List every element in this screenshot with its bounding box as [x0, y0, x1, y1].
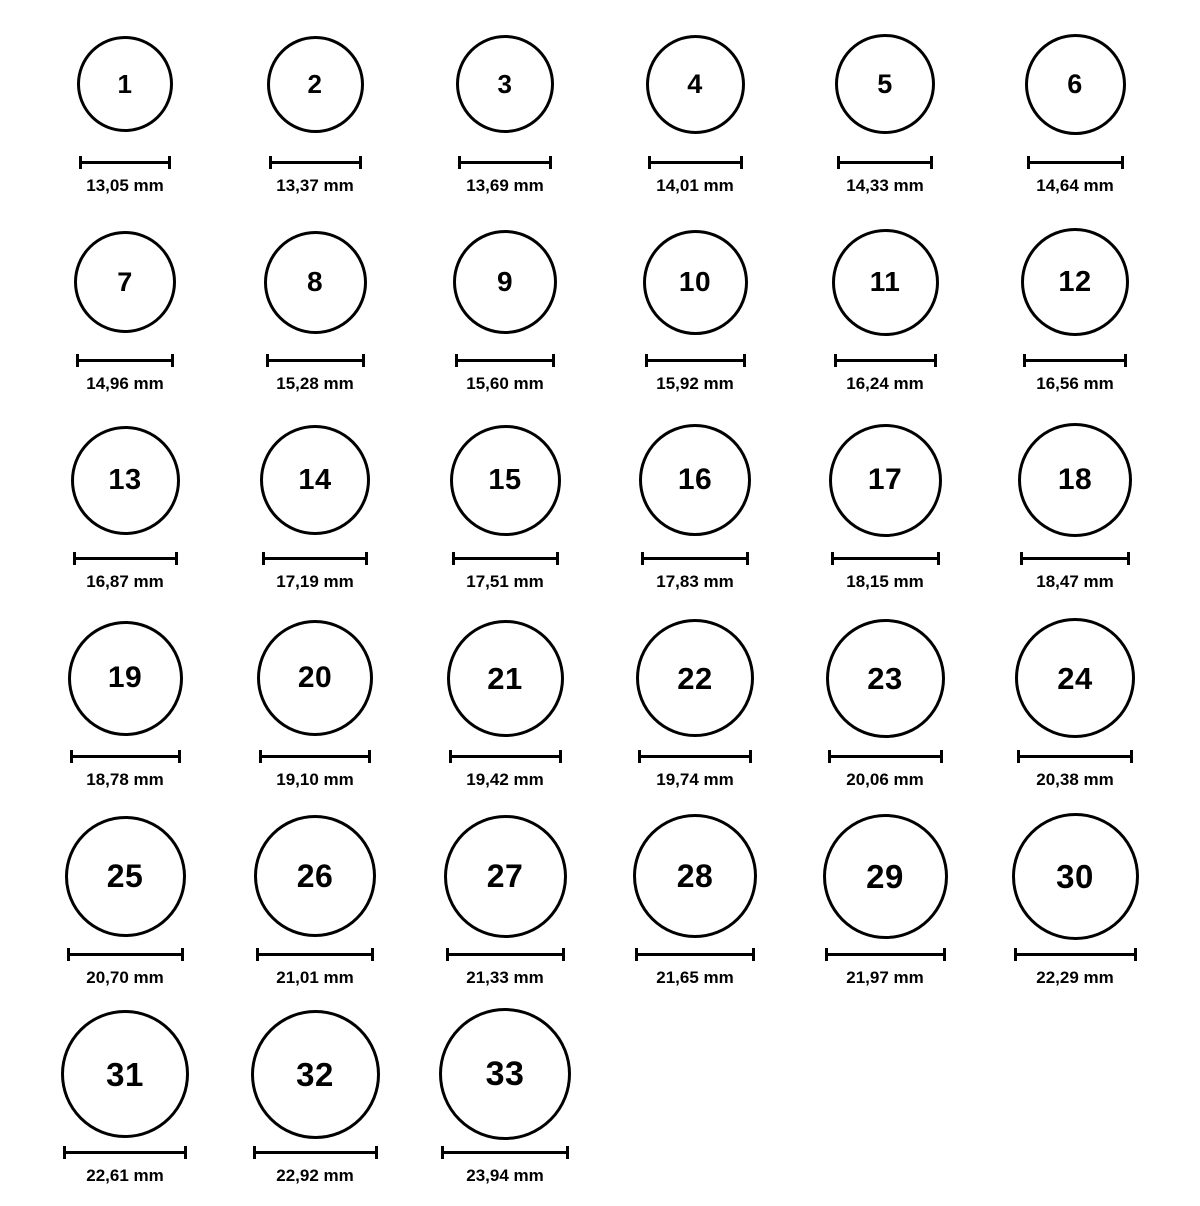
- ring-measure-bar: [79, 154, 171, 170]
- measure-line: [828, 755, 943, 758]
- ring-size-number: 7: [117, 266, 133, 297]
- ring-size-cell: [410, 612, 600, 810]
- ring-diameter-label: 13,05 mm: [86, 176, 164, 195]
- ring-size-cell: [600, 612, 790, 810]
- ring-size-cell: [410, 216, 600, 414]
- ring-size-cell: [30, 810, 220, 1008]
- ring-measure-bar: [253, 1144, 378, 1160]
- ring-diameter-label: 13,37 mm: [276, 176, 354, 195]
- ring-size-cell: [980, 810, 1170, 1008]
- measure-line: [73, 557, 178, 560]
- ring-circle-wrap: [65, 810, 186, 942]
- measure-line: [76, 359, 174, 362]
- ring-circle-wrap: [1021, 216, 1129, 348]
- ring-diameter-label: 21,01 mm: [276, 968, 354, 987]
- ring-diameter-label: 23,94 mm: [466, 1166, 544, 1185]
- ring-size-number: 6: [1067, 68, 1083, 99]
- ring-circle: [254, 815, 376, 937]
- ring-circle-wrap: [260, 414, 370, 546]
- ring-size-cell: [30, 1008, 220, 1206]
- ring-measure-bar: [266, 352, 365, 368]
- ring-measure-bar: [837, 154, 933, 170]
- ring-size-number: 24: [1057, 660, 1093, 696]
- ring-circle-wrap: [254, 810, 376, 942]
- ring-circle: [1012, 813, 1139, 940]
- ring-diameter-label: 20,70 mm: [86, 968, 164, 987]
- ring-size-cell: [220, 414, 410, 612]
- ring-diameter-label: 16,87 mm: [86, 572, 164, 591]
- ring-size-cell: [600, 216, 790, 414]
- measure-line: [446, 953, 565, 956]
- ring-measure-bar: [648, 154, 743, 170]
- measure-line: [269, 161, 362, 164]
- measure-line: [458, 161, 552, 164]
- ring-diameter-label: 21,97 mm: [846, 968, 924, 987]
- ring-diameter-label: 15,60 mm: [466, 374, 544, 393]
- ring-size-cell: [30, 216, 220, 414]
- ring-size-cell: [410, 18, 600, 216]
- ring-diameter-label: 17,51 mm: [466, 572, 544, 591]
- ring-diameter-label: 20,38 mm: [1036, 770, 1114, 789]
- ring-circle-wrap: [439, 1008, 571, 1140]
- ring-diameter-label: 17,19 mm: [276, 572, 354, 591]
- ring-measure-bar: [67, 946, 184, 962]
- ring-circle: [1021, 228, 1129, 336]
- ring-size-cell: [410, 414, 600, 612]
- ring-size-number: 21: [487, 660, 523, 696]
- ring-circle: [456, 35, 554, 133]
- ring-size-cell: [790, 414, 980, 612]
- measure-line: [441, 1151, 569, 1154]
- ring-circle-wrap: [1025, 18, 1126, 150]
- ring-diameter-label: 14,96 mm: [86, 374, 164, 393]
- ring-circle: [636, 619, 754, 737]
- ring-measure-bar: [635, 946, 755, 962]
- ring-size-number: 12: [1058, 265, 1092, 298]
- ring-circle-wrap: [1015, 612, 1135, 744]
- ring-circle-wrap: [1012, 810, 1139, 942]
- ring-size-cell: [30, 612, 220, 810]
- measure-line: [253, 1151, 378, 1154]
- ring-size-number: 11: [869, 266, 901, 297]
- ring-diameter-label: 17,83 mm: [656, 572, 734, 591]
- measure-line: [648, 161, 743, 164]
- measure-line: [831, 557, 940, 560]
- ring-size-cell: [790, 810, 980, 1008]
- ring-diameter-label: 19,10 mm: [276, 770, 354, 789]
- ring-measure-bar: [1017, 748, 1133, 764]
- measure-line: [259, 755, 371, 758]
- ring-size-cell: [410, 1008, 600, 1206]
- ring-size-number: 17: [867, 463, 903, 496]
- measure-line: [266, 359, 365, 362]
- ring-size-number: 25: [106, 858, 144, 894]
- ring-diameter-label: 16,24 mm: [846, 374, 924, 393]
- ring-size-cell: [790, 612, 980, 810]
- ring-circle: [643, 230, 748, 335]
- ring-diameter-label: 22,61 mm: [86, 1166, 164, 1185]
- ring-circle: [439, 1008, 571, 1140]
- ring-size-number: 30: [1056, 857, 1094, 895]
- ring-circle-wrap: [71, 414, 180, 546]
- ring-circle: [835, 34, 935, 134]
- ring-measure-bar: [1020, 550, 1130, 566]
- ring-diameter-label: 18,15 mm: [846, 572, 924, 591]
- ring-circle-wrap: [450, 414, 561, 546]
- measure-line: [1017, 755, 1133, 758]
- measure-line: [452, 557, 559, 560]
- ring-measure-bar: [645, 352, 746, 368]
- ring-size-number: 9: [496, 266, 514, 297]
- ring-measure-bar: [641, 550, 749, 566]
- ring-size-number: 10: [678, 266, 712, 297]
- ring-size-number: 28: [676, 858, 714, 894]
- ring-size-cell: [30, 414, 220, 612]
- ring-circle: [1025, 34, 1126, 135]
- ring-circle: [1018, 423, 1132, 537]
- measure-line: [455, 359, 555, 362]
- measure-line: [1014, 953, 1137, 956]
- measure-line: [837, 161, 933, 164]
- ring-size-cell: [30, 18, 220, 216]
- ring-size-number: 5: [877, 68, 893, 99]
- measure-line: [635, 953, 755, 956]
- ring-circle-wrap: [447, 612, 564, 744]
- ring-size-cell: [980, 612, 1170, 810]
- ring-size-cell: [600, 414, 790, 612]
- ring-measure-bar: [70, 748, 181, 764]
- ring-circle: [260, 425, 370, 535]
- ring-circle-wrap: [633, 810, 757, 942]
- ring-measure-bar: [63, 1144, 187, 1160]
- ring-circle: [447, 620, 564, 737]
- ring-circle-wrap: [267, 18, 364, 150]
- ring-measure-bar: [449, 748, 562, 764]
- ring-diameter-label: 18,47 mm: [1036, 572, 1114, 591]
- measure-line: [1020, 557, 1130, 560]
- measure-line: [63, 1151, 187, 1154]
- ring-size-number: 29: [866, 857, 904, 895]
- measure-line: [825, 953, 946, 956]
- ring-circle-wrap: [456, 18, 554, 150]
- ring-circle-wrap: [264, 216, 367, 348]
- ring-size-grid: [30, 18, 1170, 1206]
- ring-diameter-label: 22,92 mm: [276, 1166, 354, 1185]
- ring-diameter-label: 14,64 mm: [1036, 176, 1114, 195]
- ring-circle: [74, 231, 176, 333]
- measure-line: [1023, 359, 1127, 362]
- ring-diameter-label: 14,01 mm: [656, 176, 734, 195]
- ring-size-number: 27: [486, 858, 524, 894]
- ring-size-number: 33: [485, 1055, 525, 1093]
- ring-diameter-label: 15,28 mm: [276, 374, 354, 393]
- ring-size-number: 23: [867, 660, 903, 696]
- ring-circle: [639, 424, 751, 536]
- ring-circle-wrap: [829, 414, 942, 546]
- ring-size-cell: [220, 612, 410, 810]
- ring-measure-bar: [262, 550, 368, 566]
- ring-circle-wrap: [444, 810, 567, 942]
- ring-measure-bar: [1027, 154, 1124, 170]
- measure-line: [449, 755, 562, 758]
- ring-diameter-label: 21,33 mm: [466, 968, 544, 987]
- ring-measure-bar: [269, 154, 362, 170]
- ring-measure-bar: [452, 550, 559, 566]
- ring-measure-bar: [73, 550, 178, 566]
- ring-size-cell: [220, 18, 410, 216]
- ring-measure-bar: [446, 946, 565, 962]
- ring-size-cell: [980, 216, 1170, 414]
- ring-size-number: 4: [687, 68, 703, 99]
- ring-measure-bar: [831, 550, 940, 566]
- ring-measure-bar: [256, 946, 374, 962]
- ring-circle: [450, 425, 561, 536]
- ring-circle: [65, 816, 186, 937]
- ring-measure-bar: [834, 352, 937, 368]
- ring-size-cell: [220, 1008, 410, 1206]
- ring-circle: [267, 36, 364, 133]
- ring-circle-wrap: [826, 612, 945, 744]
- ring-diameter-label: 20,06 mm: [846, 770, 924, 789]
- ring-circle-wrap: [823, 810, 948, 942]
- ring-size-number: 26: [296, 858, 334, 894]
- ring-measure-bar: [638, 748, 752, 764]
- ring-size-number: 32: [296, 1055, 334, 1093]
- ring-size-number: 18: [1057, 463, 1093, 496]
- ring-measure-bar: [1023, 352, 1127, 368]
- ring-circle: [832, 229, 939, 336]
- ring-circle-wrap: [835, 18, 935, 150]
- ring-diameter-label: 14,33 mm: [846, 176, 924, 195]
- ring-size-cell: [790, 216, 980, 414]
- ring-size-number: 3: [497, 69, 513, 99]
- ring-size-number: 31: [106, 1055, 144, 1093]
- ring-measure-bar: [828, 748, 943, 764]
- ring-size-cell: [790, 18, 980, 216]
- ring-measure-bar: [1014, 946, 1137, 962]
- ring-circle-wrap: [639, 414, 751, 546]
- ring-circle-wrap: [68, 612, 183, 744]
- ring-circle-wrap: [636, 612, 754, 744]
- ring-circle: [453, 230, 557, 334]
- ring-circle: [71, 426, 180, 535]
- ring-circle-wrap: [643, 216, 748, 348]
- ring-size-number: 16: [677, 463, 713, 496]
- ring-size-number: 13: [108, 463, 142, 496]
- ring-diameter-label: 15,92 mm: [656, 374, 734, 393]
- ring-diameter-label: 18,78 mm: [86, 770, 164, 789]
- ring-circle: [826, 619, 945, 738]
- ring-circle: [633, 814, 757, 938]
- measure-line: [641, 557, 749, 560]
- ring-size-cell: [220, 810, 410, 1008]
- ring-diameter-label: 13,69 mm: [466, 176, 544, 195]
- ring-circle: [264, 231, 367, 334]
- ring-circle: [646, 35, 745, 134]
- ring-circle: [829, 424, 942, 537]
- ring-size-number: 20: [297, 661, 333, 694]
- measure-line: [67, 953, 184, 956]
- ring-circle: [77, 36, 173, 132]
- ring-circle: [823, 814, 948, 939]
- ring-circle-wrap: [61, 1008, 189, 1140]
- measure-line: [834, 359, 937, 362]
- measure-line: [645, 359, 746, 362]
- ring-circle-wrap: [257, 612, 373, 744]
- measure-line: [262, 557, 368, 560]
- ring-size-number: 8: [306, 266, 324, 297]
- ring-size-number: 1: [117, 69, 133, 99]
- ring-measure-bar: [76, 352, 174, 368]
- ring-diameter-label: 19,74 mm: [656, 770, 734, 789]
- ring-circle-wrap: [646, 18, 745, 150]
- ring-size-cell: [220, 216, 410, 414]
- ring-measure-bar: [259, 748, 371, 764]
- ring-circle-wrap: [832, 216, 939, 348]
- ring-measure-bar: [825, 946, 946, 962]
- ring-diameter-label: 16,56 mm: [1036, 374, 1114, 393]
- ring-circle: [257, 620, 373, 736]
- ring-circle-wrap: [251, 1008, 380, 1140]
- ring-circle-wrap: [453, 216, 557, 348]
- ring-measure-bar: [455, 352, 555, 368]
- ring-measure-bar: [441, 1144, 569, 1160]
- ring-size-number: 15: [488, 463, 522, 496]
- ring-circle-wrap: [74, 216, 176, 348]
- ring-size-cell: [980, 414, 1170, 612]
- ring-size-number: 22: [677, 660, 713, 696]
- ring-circle: [61, 1010, 189, 1138]
- ring-size-cell: [980, 18, 1170, 216]
- ring-diameter-label: 21,65 mm: [656, 968, 734, 987]
- ring-diameter-label: 19,42 mm: [466, 770, 544, 789]
- ring-diameter-label: 22,29 mm: [1036, 968, 1114, 987]
- measure-line: [70, 755, 181, 758]
- ring-size-number: 19: [107, 661, 143, 694]
- ring-circle-wrap: [1018, 414, 1132, 546]
- ring-circle: [1015, 618, 1135, 738]
- ring-size-cell: [600, 810, 790, 1008]
- ring-size-cell: [600, 18, 790, 216]
- ring-size-number: 14: [298, 463, 332, 496]
- ring-circle: [68, 621, 183, 736]
- ring-circle: [444, 815, 567, 938]
- ring-measure-bar: [458, 154, 552, 170]
- ring-size-cell: [410, 810, 600, 1008]
- ring-size-number: 2: [307, 69, 323, 99]
- measure-line: [79, 161, 171, 164]
- ring-circle-wrap: [77, 18, 173, 150]
- measure-line: [1027, 161, 1124, 164]
- measure-line: [256, 953, 374, 956]
- ring-circle: [251, 1010, 380, 1139]
- measure-line: [638, 755, 752, 758]
